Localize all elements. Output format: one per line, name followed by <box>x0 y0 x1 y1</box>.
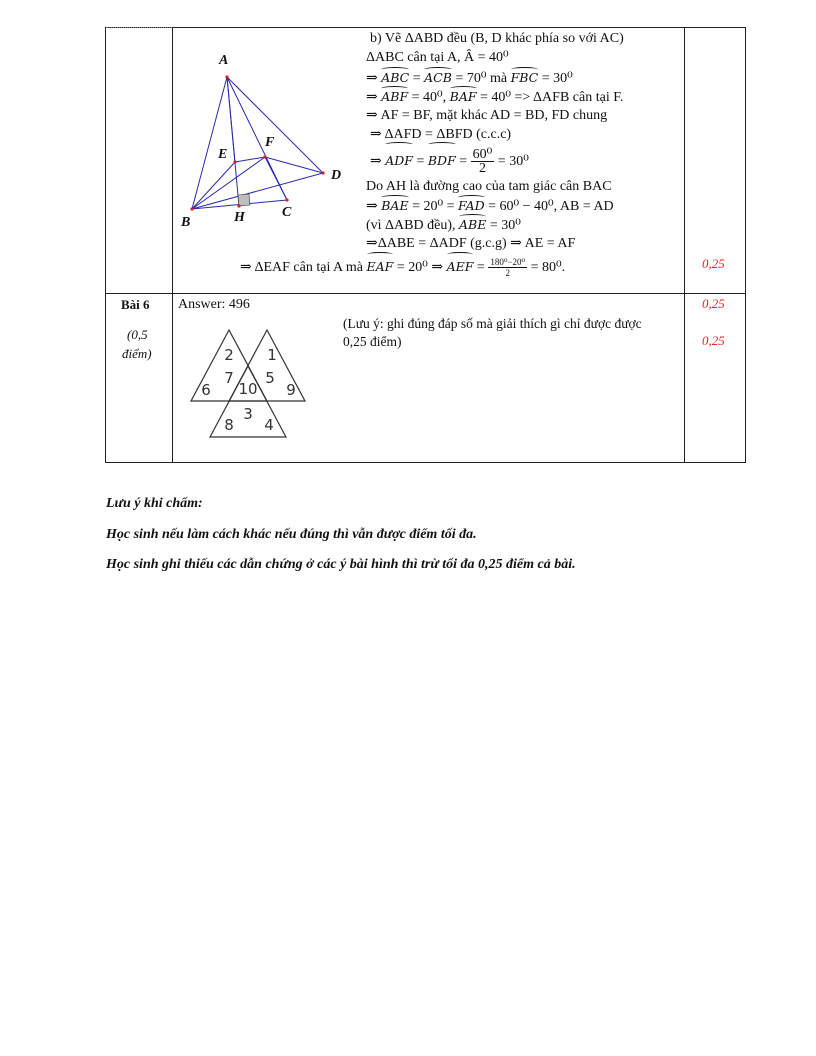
segment-EF <box>235 157 265 162</box>
fraction <box>471 148 495 175</box>
text: = 20⁰ ⇒ <box>393 260 447 275</box>
numerator: 180⁰−20⁰ <box>490 257 526 268</box>
point-D <box>321 171 324 174</box>
angle: AEF <box>447 254 474 280</box>
proof-line-8: Do AH là đường cao của tam giác cân BAC <box>366 179 612 194</box>
text: = 60⁰ − 40⁰, AB = AD <box>484 199 614 214</box>
label-H: H <box>234 210 245 225</box>
puzzle-number: 9 <box>286 381 296 399</box>
puzzle-number: 4 <box>264 416 274 434</box>
label-A: A <box>219 53 229 68</box>
label-D: D <box>331 168 342 183</box>
segment-BF <box>192 157 265 209</box>
text: ⇒ <box>366 71 382 86</box>
proof-line-5: ⇒ AF = BF, mặt khác AD = BD, FD chung <box>366 108 608 123</box>
score-1: 0,25 <box>702 256 725 271</box>
angle: BAF <box>449 89 477 104</box>
text: ⇒ <box>370 154 386 169</box>
text: = 80⁰. <box>527 260 566 275</box>
proof-line-9 <box>366 197 614 216</box>
angle: EAF <box>367 254 394 280</box>
denominator: 2 <box>505 268 510 279</box>
text: ⇒ <box>366 199 382 214</box>
angle: ABF <box>381 89 409 104</box>
point-C <box>285 198 288 201</box>
bai6-note-line-1: (Lưu ý: ghi đúng đáp số mà giải thích gì chỉ được được <box>343 316 642 331</box>
triangle-puzzle <box>186 328 314 440</box>
puzzle-number: 6 <box>201 381 211 399</box>
bai6-note-line-2: 0,25 điểm) <box>343 334 402 349</box>
text: ⇒ ΔEAF cân tại A mà <box>240 260 367 275</box>
footer-line-1: Học sinh nếu làm cách khác nếu đúng thì vẫn được điểm tối đa. <box>106 527 477 542</box>
text: = <box>455 154 471 169</box>
segment-BD <box>192 173 323 209</box>
angle: BAE <box>381 198 409 213</box>
proof-line-4 <box>366 88 623 107</box>
text: = 40⁰, <box>408 90 450 105</box>
segment-FC <box>265 157 287 200</box>
label-F: F <box>265 135 275 150</box>
point-H <box>237 204 240 207</box>
text: = <box>409 71 425 86</box>
text: = 40⁰ => ΔAFB cân tại F. <box>476 90 624 105</box>
point-F <box>263 155 266 158</box>
text: = 30⁰ <box>538 71 573 86</box>
angle: ADF <box>385 144 413 178</box>
column-divider-2 <box>684 28 685 462</box>
numerator: 60⁰ <box>472 147 493 163</box>
proof-line-2: ΔABC cân tại A, Â = 40⁰ <box>366 50 509 65</box>
table-dotted-edge <box>106 27 172 28</box>
score-2: 0,25 <box>702 296 725 311</box>
column-divider-1 <box>172 28 173 462</box>
proof-line-1: b) Vẽ ΔABD đều (B, D khác phía so với AC) <box>370 31 624 46</box>
text: = 30⁰ <box>486 218 521 233</box>
puzzle-number: 3 <box>243 405 253 423</box>
angle: BDF <box>428 144 456 178</box>
puzzle-number: 1 <box>267 346 277 364</box>
score-3: 0,25 <box>702 333 725 348</box>
row-divider <box>106 293 745 294</box>
angle: ABC <box>381 70 410 85</box>
bai6-points-unit: điểm) <box>122 346 152 361</box>
point-B <box>190 207 193 210</box>
puzzle-number: 2 <box>224 346 234 364</box>
proof-line-11: ⇒ΔABE = ΔADF (g.c.g) ⇒ AE = AF <box>366 236 576 251</box>
bai6-points: (0,5 <box>127 327 148 342</box>
footer-line-2: Học sinh ghi thiếu các dẫn chứng ở các ý bài hình thì trừ tối đa 0,25 điểm cả bài. <box>106 557 576 572</box>
proof-line-7 <box>370 144 529 179</box>
angle: ACB <box>424 70 452 85</box>
text: = 70⁰ mà <box>451 71 511 86</box>
puzzle-number: 10 <box>238 380 258 398</box>
puzzle-number: 5 <box>265 369 275 387</box>
point-A <box>225 75 228 78</box>
bai6-answer: Answer: 496 <box>178 297 250 312</box>
text: = <box>412 154 428 169</box>
point-E <box>233 160 236 163</box>
text: ⇒ <box>366 90 382 105</box>
text: (vì ΔABD đều), <box>366 218 459 233</box>
angle: ABE <box>459 217 487 232</box>
label-E: E <box>218 147 228 162</box>
segment-AD <box>227 77 323 173</box>
bai6-title: Bài 6 <box>121 297 150 312</box>
footer-title: Lưu ý khi chấm: <box>106 496 203 511</box>
label-B: B <box>181 215 191 230</box>
puzzle-number: 7 <box>224 369 234 387</box>
text: = <box>473 260 489 275</box>
angle: FBC <box>510 70 539 85</box>
puzzle-number: 8 <box>224 416 234 434</box>
proof-line-6: ⇒ ΔAFD = ΔBFD (c.c.c) <box>370 127 512 142</box>
text: = 30⁰ <box>494 154 529 169</box>
denominator: 2 <box>478 161 486 177</box>
fraction <box>488 257 527 278</box>
angle: FAD <box>457 198 485 213</box>
label-C: C <box>282 205 292 220</box>
text: = 20⁰ = <box>408 199 458 214</box>
proof-line-10 <box>366 216 521 235</box>
right-angle-mark <box>238 194 250 206</box>
proof-line-12 <box>240 254 565 281</box>
segment-AE <box>227 77 235 162</box>
